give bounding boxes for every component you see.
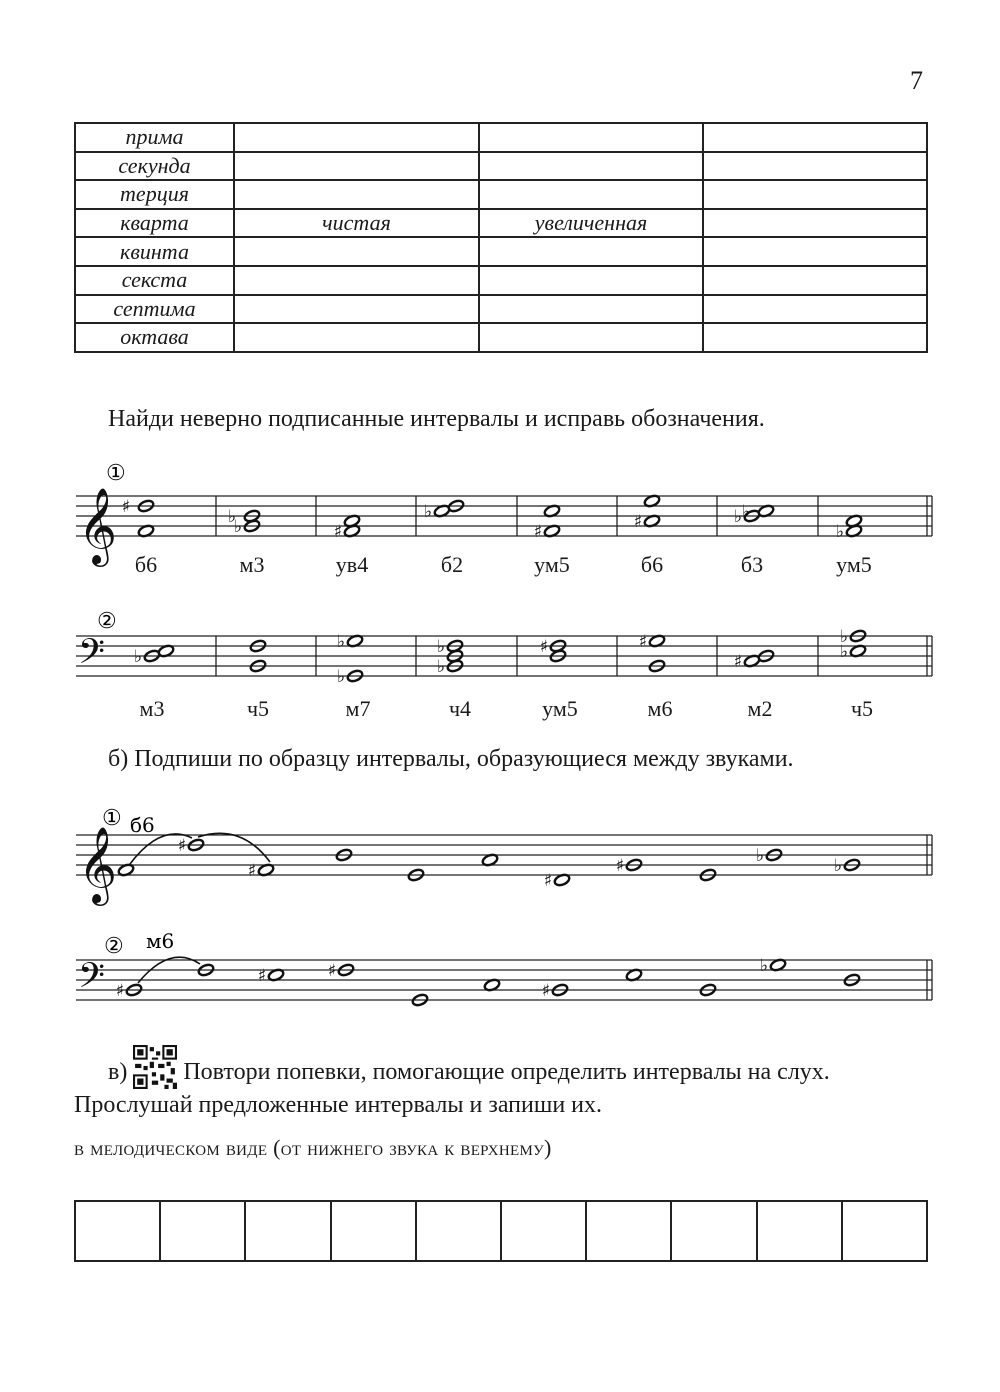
task-c-instruction xyxy=(74,1045,930,1121)
sharp-icon: ♯ xyxy=(633,512,642,532)
sharp-icon: ♯ xyxy=(543,871,552,891)
staff-marker: ① xyxy=(106,461,126,486)
sharp-icon: ♯ xyxy=(541,981,550,1001)
flat-icon: ♭ xyxy=(733,507,742,527)
staff-marker: ① xyxy=(102,806,122,831)
flat-icon: ♭ xyxy=(436,637,445,657)
answer-box[interactable] xyxy=(842,1201,927,1261)
table-cell: секста xyxy=(75,266,234,295)
task-a-instruction: Найди неверно подписанные интервалы и исправь обозначения. xyxy=(108,406,765,432)
sharp-icon: ♯ xyxy=(257,966,266,986)
answer-grid xyxy=(74,1200,928,1262)
interval-label: м2 xyxy=(747,696,773,721)
answer-box[interactable] xyxy=(757,1201,842,1261)
sharp-icon: ♯ xyxy=(333,522,342,542)
flat-icon: ♭ xyxy=(839,642,848,662)
sharp-icon: ♯ xyxy=(327,961,336,981)
answer-box[interactable] xyxy=(331,1201,416,1261)
answer-box[interactable] xyxy=(416,1201,501,1261)
page-number: 7 xyxy=(910,66,923,95)
table-cell: увеличенная xyxy=(479,209,703,238)
interval-label: ч5 xyxy=(246,696,270,721)
treble-clef-icon: 𝄞 xyxy=(78,826,118,903)
flat-icon: ♭ xyxy=(336,667,345,687)
interval-label: ув4 xyxy=(335,552,369,577)
flat-icon: ♭ xyxy=(839,627,848,647)
staff-marker: ② xyxy=(97,609,117,634)
table-cell: секунда xyxy=(75,152,234,181)
bass-clef-icon: 𝄢 xyxy=(78,955,106,1004)
interval-label: б2 xyxy=(440,552,464,577)
answer-box[interactable] xyxy=(671,1201,756,1261)
answer-box[interactable] xyxy=(586,1201,671,1261)
flat-icon: ♭ xyxy=(833,856,842,876)
table-row xyxy=(75,1201,927,1261)
sharp-icon: ♯ xyxy=(247,861,256,881)
interval-label: б3 xyxy=(740,552,764,577)
flat-icon: ♭ xyxy=(227,507,236,527)
flat-icon: ♭ xyxy=(759,956,768,976)
sharp-icon: ♯ xyxy=(615,856,624,876)
flat-icon: ♭ xyxy=(755,846,764,866)
interval-label: ум5 xyxy=(836,552,872,577)
sharp-icon: ♯ xyxy=(733,652,742,672)
interval-label: б6 xyxy=(640,552,664,577)
sample-interval-label: м6 xyxy=(146,929,175,953)
table-cell: терция xyxy=(75,180,234,209)
answer-box[interactable] xyxy=(501,1201,586,1261)
task-c-text: Повтори попевки, помогающие определить интервалы на слух. Прослушай предложенные интервалы и запиши их. xyxy=(74,1059,830,1118)
interval-label: ч5 xyxy=(850,696,874,721)
interval-label: ум5 xyxy=(534,552,570,577)
sharp-icon: ♯ xyxy=(533,522,542,542)
staff-marker: ② xyxy=(104,934,124,959)
answer-box[interactable] xyxy=(160,1201,245,1261)
qr-code-icon[interactable] xyxy=(133,1045,177,1089)
interval-label: м7 xyxy=(345,696,371,721)
table-cell: октава xyxy=(75,323,234,352)
table-cell: чистая xyxy=(234,209,479,238)
interval-label: м3 xyxy=(239,552,265,577)
answer-box[interactable] xyxy=(245,1201,330,1261)
sharp-icon: ♯ xyxy=(177,836,186,856)
sharp-icon: ♯ xyxy=(539,637,548,657)
interval-label: ч4 xyxy=(448,696,472,721)
flat-icon: ♭ xyxy=(336,632,345,652)
sharp-icon: ♯ xyxy=(638,632,647,652)
flat-icon: ♭ xyxy=(423,502,432,522)
flat-icon: ♭ xyxy=(233,517,242,537)
flat-icon: ♭ xyxy=(741,502,750,522)
interval-label: б6 xyxy=(134,552,158,577)
interval-label: м3 xyxy=(139,696,165,721)
interval-label: ум5 xyxy=(542,696,578,721)
answer-box[interactable] xyxy=(75,1201,160,1261)
task-b-instruction: б) Подпиши по образцу интервалы, образующиеся между звуками. xyxy=(108,746,794,772)
treble-clef-icon: 𝄞 xyxy=(78,487,118,564)
table-cell: квинта xyxy=(75,237,234,266)
bass-clef-icon: 𝄢 xyxy=(78,631,106,680)
flat-icon: ♭ xyxy=(835,522,844,542)
sharp-icon: ♯ xyxy=(115,981,124,1001)
melodic-subheading: в мелодическом виде (от нижнего звука к верхнему) xyxy=(74,1135,552,1160)
table-cell: септима xyxy=(75,295,234,324)
sharp-icon: ♯ xyxy=(121,497,130,517)
table-cell: кварта xyxy=(75,209,234,238)
interval-label: м6 xyxy=(647,696,673,721)
task-c-prefix: в) xyxy=(108,1059,128,1085)
table-cell: прима xyxy=(75,123,234,152)
sample-interval-label: б6 xyxy=(130,813,155,837)
flat-icon: ♭ xyxy=(436,657,445,677)
flat-icon: ♭ xyxy=(133,647,142,667)
